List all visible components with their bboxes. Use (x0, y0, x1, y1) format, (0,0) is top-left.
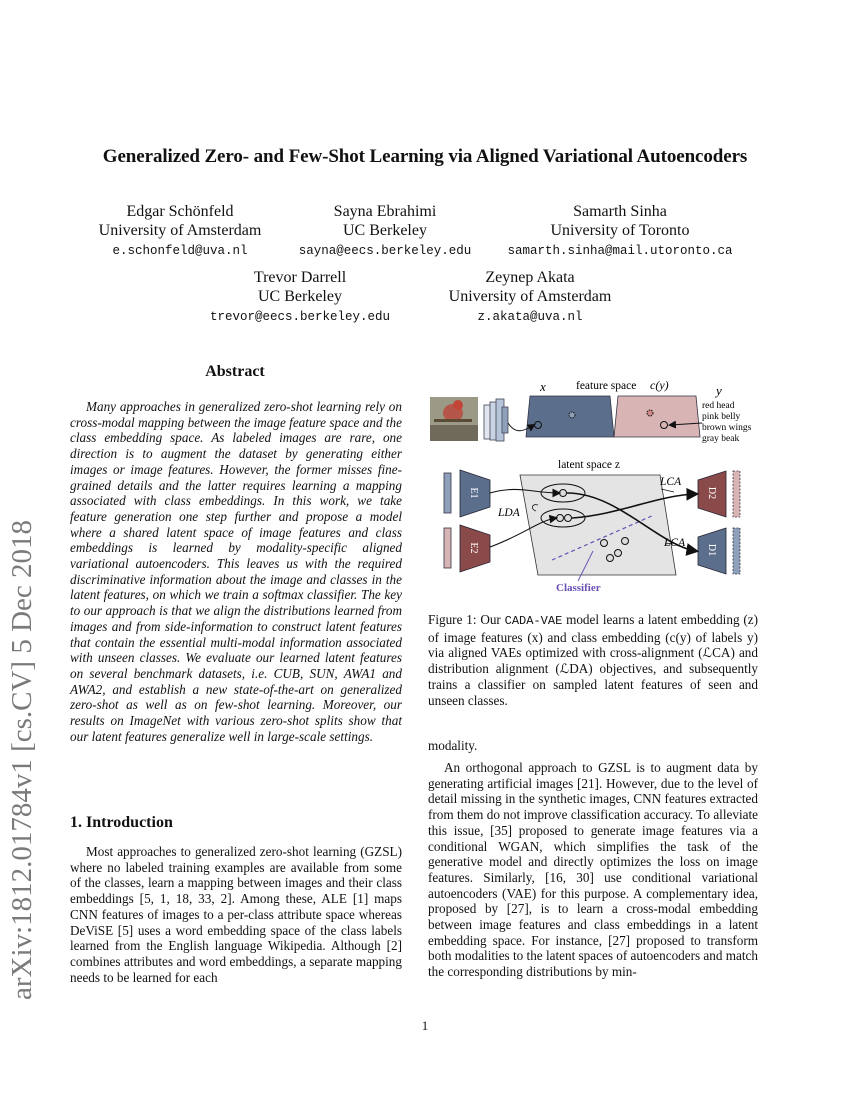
attribute-label: brown wings (702, 423, 752, 433)
label-feature-space: feature space (576, 380, 637, 392)
author-2 (290, 202, 480, 262)
author-4 (200, 268, 400, 328)
author-email[interactable]: trevor@eecs.berkeley.edu (209, 310, 391, 324)
attribute-label: red head (702, 401, 735, 411)
author-name: Samarth Sinha (573, 203, 667, 220)
label-classifier: Classifier (556, 582, 601, 594)
attribute-label: gray beak (702, 434, 740, 444)
label-e1: E1 (468, 487, 479, 499)
author-name: Zeynep Akata (485, 269, 575, 286)
arxiv-identifier: arXiv:1812.01784v1 [cs.CV] 5 Dec 2018 (6, 519, 38, 1000)
label-y: y (716, 383, 722, 398)
attribute-label: pink belly (702, 412, 741, 422)
label-lda: LDA (498, 507, 520, 519)
input-x-bar (444, 473, 451, 513)
figure-cada-vae-diagram (428, 375, 758, 600)
figure-caption (428, 612, 758, 708)
page-number: 1 (421, 1018, 429, 1033)
right-column-continuation: modality. (428, 738, 478, 753)
bird-photo-image (430, 397, 478, 441)
caption-model-name: CADA-VAE (504, 614, 563, 628)
label-e2: E2 (468, 542, 479, 554)
caption-prefix: Figure 1: Our (428, 612, 505, 627)
author-name: Sayna Ebrahimi (333, 203, 437, 220)
latent-space-plane (520, 475, 676, 575)
right-column-paragraph: An orthogonal approach to GZSL is to augment data by generating artificial images [21]. However, due to the level of detail missing in the synthetic images, CNN features extracted from them do not improve classification accuracy. To alleviate this issue, [35] proposed to generate image features via a conditional WGAN, which simplifies the task of the generative model and directly optimizes the loss on image features. Similarly, [16, 30] use conditional variational autoencoders (VAE) for this purpose. A complementary idea, proposed by [27], is to learn a cross-modal embedding between image features and class embeddings in a latent embedding space. For instance, [27] proposed to transform both modalities to the latent spaces of autoencoders and match the corresponding distributions by min- (428, 760, 758, 980)
label-x: x (540, 379, 546, 394)
cnn-stack-icon (484, 399, 508, 441)
author-email[interactable]: sayna@eecs.berkeley.edu (298, 244, 472, 258)
author-email[interactable]: samarth.sinha@mail.utoronto.ca (507, 244, 733, 258)
class-embedding-space-plane (614, 396, 700, 437)
author-affiliation: UC Berkeley (258, 288, 342, 305)
reconstruction-cy-bar (733, 471, 740, 517)
author-affiliation: UC Berkeley (343, 222, 427, 239)
introduction-heading: 1. Introduction (70, 814, 173, 831)
author-5 (430, 268, 630, 328)
paper-title: Generalized Zero- and Few-Shot Learning via Aligned Variational Autoencoders (102, 146, 748, 167)
label-latent-space: latent space z (558, 459, 620, 471)
author-3 (500, 202, 740, 262)
author-affiliation: University of Amsterdam (98, 222, 262, 239)
label-lca-bottom: LCA (664, 537, 686, 549)
label-d1: D1 (706, 543, 717, 557)
reconstruction-x-bar (733, 528, 740, 574)
label-cy: c(y) (650, 378, 669, 392)
caption-text: model learns a latent embedding (z) of image features (x) and class embedding (c(y) of labels y) via aligned VAEs optimized with cross-alignment (ℒCA) and distribution alignment (ℒDA) objectives, and subsequently trains a classifier on sampled latent features of seen and unseen classes. (428, 612, 758, 708)
embedding-point (647, 410, 653, 416)
author-email[interactable]: z.akata@uva.nl (477, 310, 583, 324)
introduction-text: Most approaches to generalized zero-shot learning (GZSL) where no labeled training examples are available from some of the classes, learn a mapping between images and their class embeddings [5, 1, 18, 33, 2]. Among these, ALE [1] maps CNN features of images to a per-class attribute space whereas DeViSE [5] uses a word embedding space of the class labels learned from the English language Wikipedia. Although [2] combines attributes and word embeddings, a separate mapping needs to be learned for each (70, 844, 402, 985)
abstract-heading: Abstract (205, 363, 265, 380)
author-affiliation: University of Amsterdam (448, 288, 612, 305)
feature-point (569, 412, 575, 418)
author-affiliation: University of Toronto (550, 222, 690, 239)
input-cy-bar (444, 528, 451, 568)
abstract-text: Many approaches in generalized zero-shot learning rely on cross-modal mapping between the image feature space and the class embedding space. As labeled images are rare, one direction is to augment the dataset by generating either images or image features. However, the former misses fine-grained details and the latter requires learning a mapping associated with class embeddings. In this work, we take feature generation one step further and propose a model where a shared latent space of image features and class embeddings is learned by modality-specific aligned variational autoencoders. This leaves us with the required discriminative information about the image and classes in the latent features, on which we train a softmax classifier. The key to our approach is that we align the distributions learned from images and from side-information to construct latent features that contain the essential multi-modal information associated with unseen classes. We evaluate our learned latent features on several benchmark datasets, i.e. CUB, SUN, AWA1 and AWA2, and establish a new state-of-the-art on generalized zero-shot as well as on few-shot learning. Moreover, our results on ImageNet with various zero-shot splits show that our latent features generalize well in large-scale settings. (70, 399, 402, 744)
label-d2: D2 (706, 486, 717, 500)
author-name: Trevor Darrell (253, 269, 347, 286)
author-1 (90, 202, 270, 262)
author-name: Edgar Schönfeld (126, 203, 234, 220)
author-email[interactable]: e.schonfeld@uva.nl (112, 244, 248, 258)
label-lca-top: LCA (660, 476, 682, 488)
